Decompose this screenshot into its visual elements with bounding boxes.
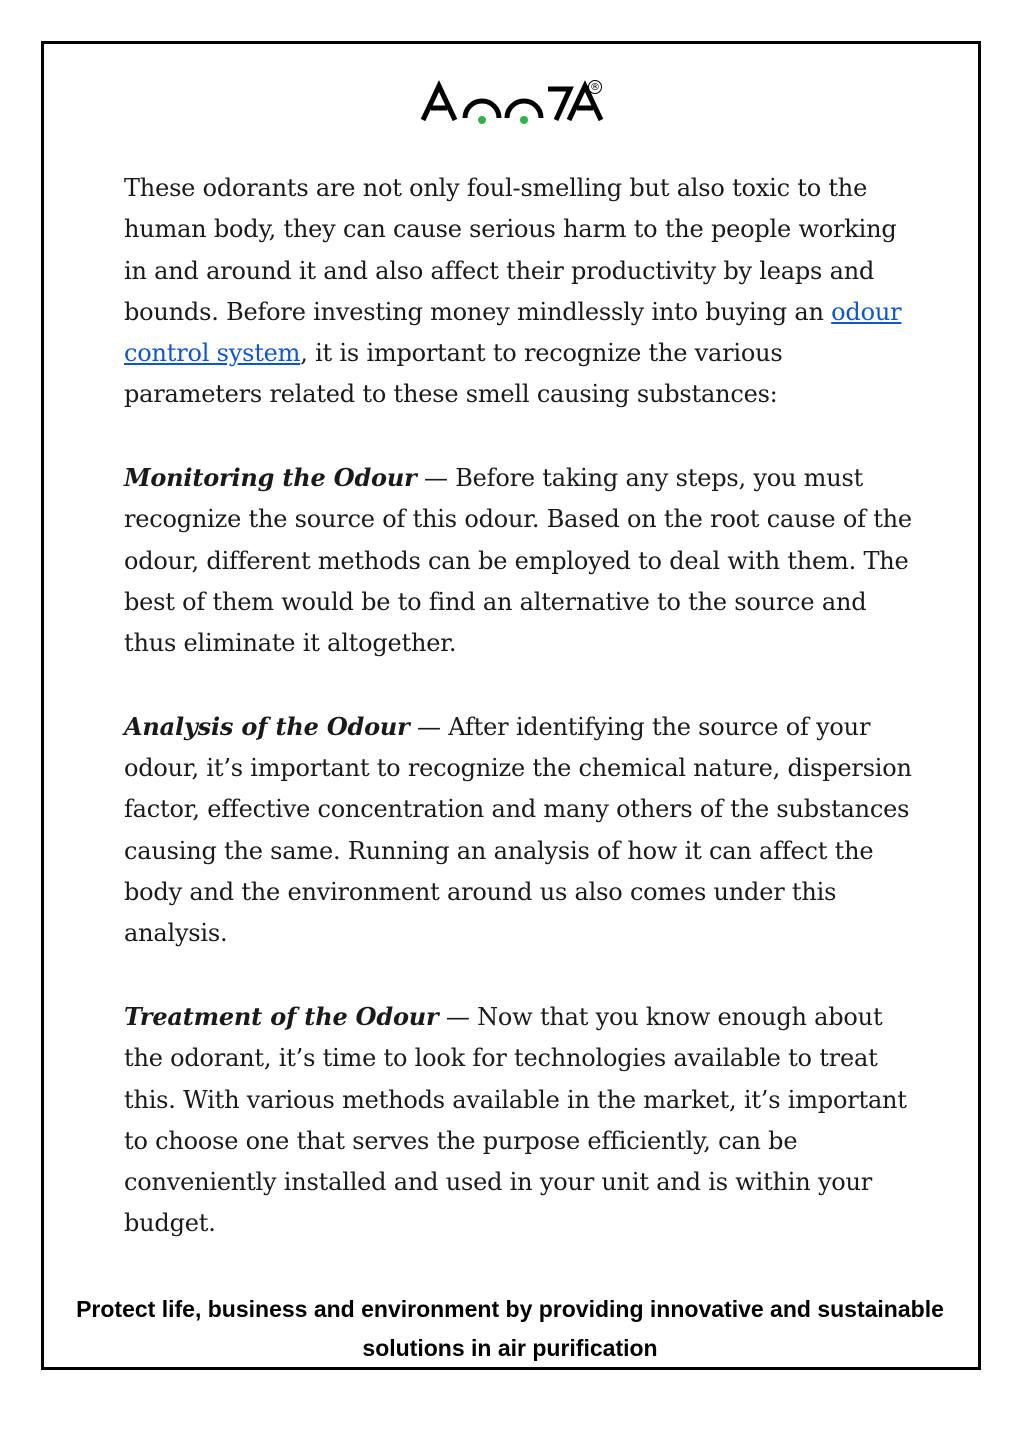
section-heading: Analysis of the Odour [124,711,410,741]
brand-logo [421,80,606,124]
section-heading: Monitoring the Odour [124,463,417,493]
section-analysis [124,706,914,955]
intro-text-start: These odorants are not only foul-smelling but also toxic to the human body, they can cause serious harm to the people working in and around it and also affect their productivity by leaps and bounds. Before investing money mindlessly into buying an [124,174,897,326]
footer-tagline: Protect life, business and environment by providing innovative and sustainable solutions in air purification [76,1296,944,1361]
section-monitoring [124,457,914,664]
section-body: — Before taking any steps, you must recognize the source of this odour. Based on the root cause of the odour, different methods can be employed to deal with them. The best of them would be to find an alternative to the source and thus eliminate it altogether. [124,464,912,658]
section-heading: Treatment of the Odour [124,1001,439,1031]
section-body: — After identifying the source of your odour, it’s important to recognize the chemical nature, dispersion factor, effective concentration and many others of the substances causing the same. Running an analysis of how it can affect the body and the environment around us also comes under this analysis. [124,712,912,948]
article-body [124,168,914,1286]
odour-control-system-link[interactable]: odour control system [124,297,902,368]
intro-paragraph [124,168,914,416]
registered-mark: ® [590,82,600,93]
section-body: — Now that you know enough about the odorant, it’s time to look for technologies available to treat this. With various methods available in the market, it’s important to choose one that serves the purpose efficiently, can be conveniently installed and used in your unit and is within your budget. [124,1002,907,1238]
intro-text-end: , it is important to recognize the various parameters related to these smell causing substances: [124,339,783,409]
section-treatment [124,996,914,1245]
